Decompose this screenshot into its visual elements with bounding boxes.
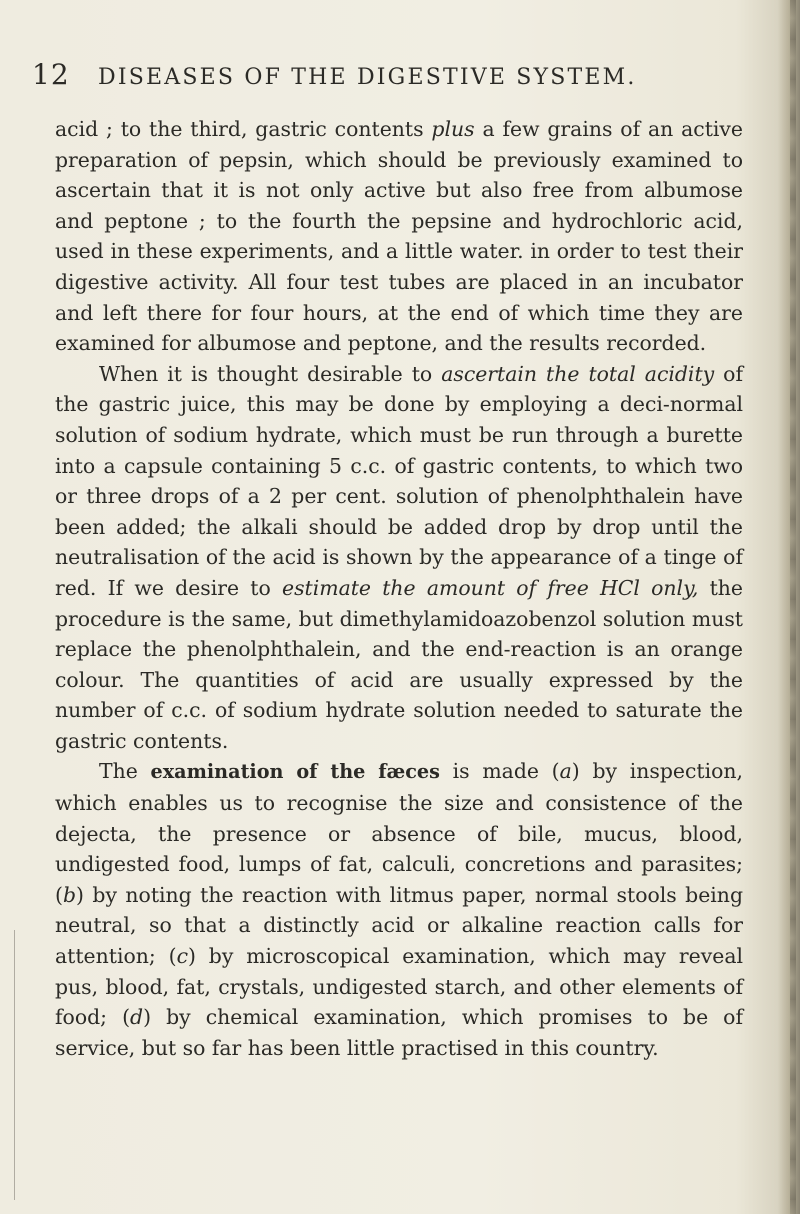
page-number: 12 [32,58,70,91]
page-heading: DISEASES OF THE DIGESTIVE SYSTEM. [98,65,637,90]
italic-free-hcl: estimate the amount of free HCl only, [282,575,699,600]
paragraph-3-text-a: The [99,759,151,784]
body-text [55,114,743,1063]
italic-c: c [176,944,188,969]
paragraph-2-text-e: the procedure is the same, but dimethylamidoazobenzol solution must replace the phenolphthalein, and the end-reaction is an orange colour. The quantities of acid are usually expressed by the number of c.c. of sodium hydrate solution needed to saturate the gastric contents. [55,575,743,753]
italic-a: a [559,759,572,784]
paragraph-1-text-c: a few grains of an active preparation of pepsin, which should be previously examined to ascertain that it is not only active but also free from albumose and peptone ; to the fourth the pepsine and hydrochloric acid, used in these experiments, and a little water. in order to test their digestive activity. All four test tubes are placed in an incubator and left there for four hours, at the end of which time they are examined for albumose and peptone, and the results recorded. [55,117,743,356]
paragraph-2-text-c: of the gastric juice, this may be done by employing a deci-normal solution of sodium hydrate, which must be run through a burette into a capsule containing 5 c.c. of gastric contents, to which two or three drops of a 2 per cent. solution of phenolphthalein have been added; the alkali should be added drop by drop until the neutralisation of the acid is shown by the appearance of a tinge of red. If we desire to [55,361,743,600]
paragraph-3-text-g: ) by noting the reaction with litmus paper, normal stools being neutral, so that a distinctly acid or alkaline reaction calls for attention; ( [55,882,743,969]
italic-plus: plus [431,117,475,141]
paragraph-3-text-e: ) by inspection, which enables us to recognise the size and consistence of the dejecta, the presence or absence of bile, mucus, blood, undigested food, lumps of fat, calculi, concretions and parasites; ( [55,759,743,907]
paragraph-1 [55,114,743,359]
bold-examination-faeces: examination of the fæces [150,760,440,784]
binding-shadow [790,0,796,1214]
running-head [32,58,772,98]
paragraph-3 [55,756,743,1063]
margin-line [14,930,15,1200]
italic-d: d [130,1005,144,1030]
italic-b: b [62,882,77,907]
binding-edge [778,0,800,1214]
paragraph-3-text-i: ) by microscopical examination, which may reveal pus, blood, fat, crystals, undigested starch, and other elements of food; ( [55,944,743,1030]
paragraph-3-text-k: ) by chemical examination, which promises to be of service, but so far has been little practised in this country. [55,1005,743,1060]
paragraph-3-text-c: is made ( [439,759,560,784]
italic-total-acidity: ascertain the total acidity [441,361,715,386]
paragraph-1-text-a: acid ; to the third, gastric contents [55,117,432,141]
paragraph-2-text-a: When it is thought desirable to [99,361,442,386]
paragraph-2 [55,359,743,757]
